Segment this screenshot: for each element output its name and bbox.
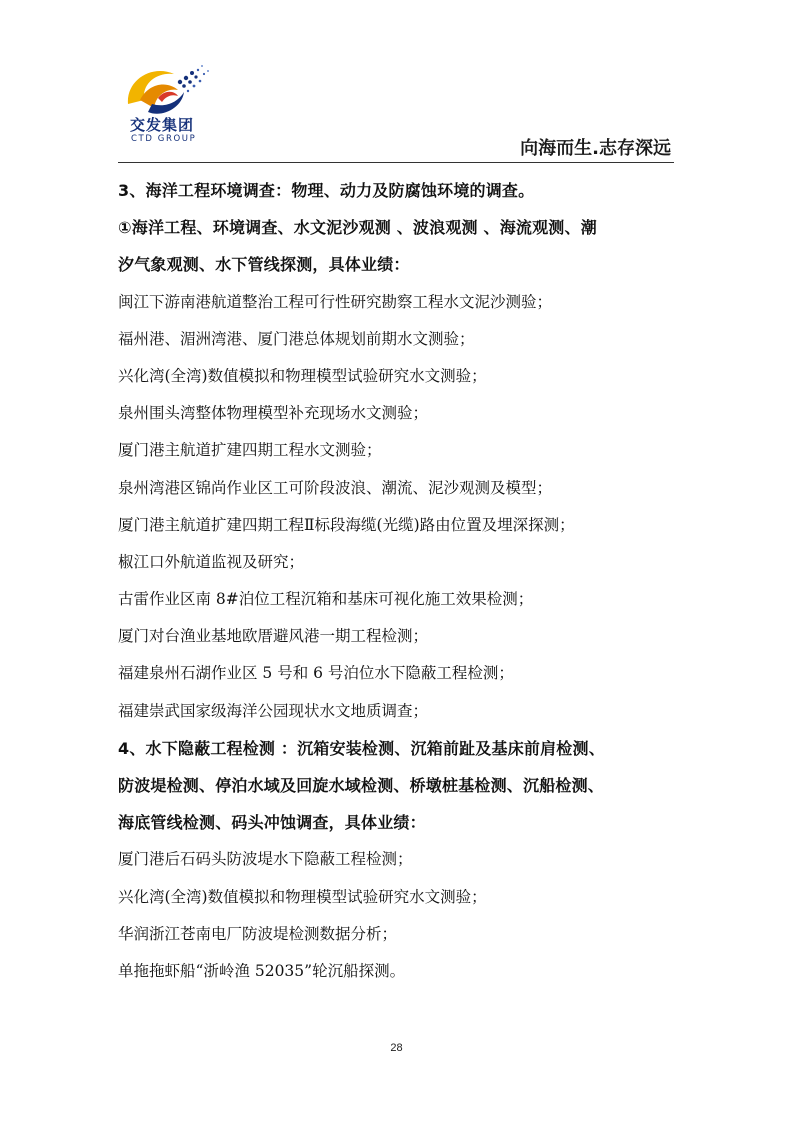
section-3-subheading-line: 汐气象观测、水下管线探测，具体业绩：: [118, 255, 410, 275]
logo-chinese-name: 交发集团: [130, 116, 195, 134]
project-item: 泉州湾港区锦尚作业区工可阶段波浪、潮流、泥沙观测及模型；: [118, 478, 553, 497]
project-item: 福建泉州石湖作业区 5 号和 6 号泊位水下隐蔽工程检测；: [118, 664, 514, 683]
project-item: 闽江下游南港航道整治工程可行性研究勘察工程水文泥沙测验；: [118, 292, 553, 311]
logo-english-name: CTD GROUP: [131, 134, 197, 144]
project-item: 古雷作业区南 8#泊位工程沉箱和基床可视化施工效果检测；: [118, 590, 534, 609]
project-item: 福建崇武国家级海洋公园现状水文地质调查；: [118, 701, 429, 720]
page-number: 28: [390, 1042, 403, 1054]
project-item: 厦门港主航道扩建四期工程Ⅱ标段海缆(光缆)路由位置及埋深探测；: [118, 515, 575, 534]
section-4-heading-line: 4、水下隐蔽工程检测 ：沉箱安装检测、沉箱前趾及基床前肩检测、: [118, 738, 605, 758]
project-item: 厦门港后石码头防波堤水下隐蔽工程检测；: [118, 850, 413, 869]
document-body: [118, 172, 680, 990]
project-item: 华润浙江苍南电厂防波堤检测数据分析；: [118, 924, 398, 943]
header-divider: [118, 162, 674, 163]
project-item: 兴化湾(全湾)数值模拟和物理模型试验研究水文测验；: [118, 366, 487, 385]
section-3-heading: 3、海洋工程环境调查：物理、动力及防腐蚀环境的调查。: [118, 181, 535, 200]
header-slogan: 向海而生.志存深远: [520, 138, 671, 159]
project-item: 椒江口外航道监视及研究；: [118, 552, 305, 571]
section-3-subheading-line: ①海洋工程、环境调查、水文泥沙观测 、波浪观测 、海流观测、潮: [118, 218, 597, 238]
project-item: 福州港、湄洲湾港、厦门港总体规划前期水文测验；: [118, 329, 475, 348]
project-item: 厦门港主航道扩建四期工程水文测验；: [118, 441, 382, 460]
project-item: 单拖拖虾船“浙岭渔 52035”轮沉船探测。: [118, 961, 406, 980]
page-header: [0, 0, 793, 170]
section-4-heading-line: 海底管线检测、码头冲蚀调查，具体业绩：: [118, 813, 426, 833]
section-4-heading-line: 防波堤检测、停泊水域及回旋水域检测、桥墩桩基检测、沉船检测、: [118, 776, 605, 795]
project-item: 泉州围头湾整体物理模型补充现场水文测验；: [118, 404, 429, 423]
ctd-logo-icon: [122, 60, 212, 120]
project-item: 兴化湾(全湾)数值模拟和物理模型试验研究水文测验；: [118, 887, 487, 906]
project-item: 厦门对台渔业基地欧厝避风港一期工程检测；: [118, 627, 429, 646]
